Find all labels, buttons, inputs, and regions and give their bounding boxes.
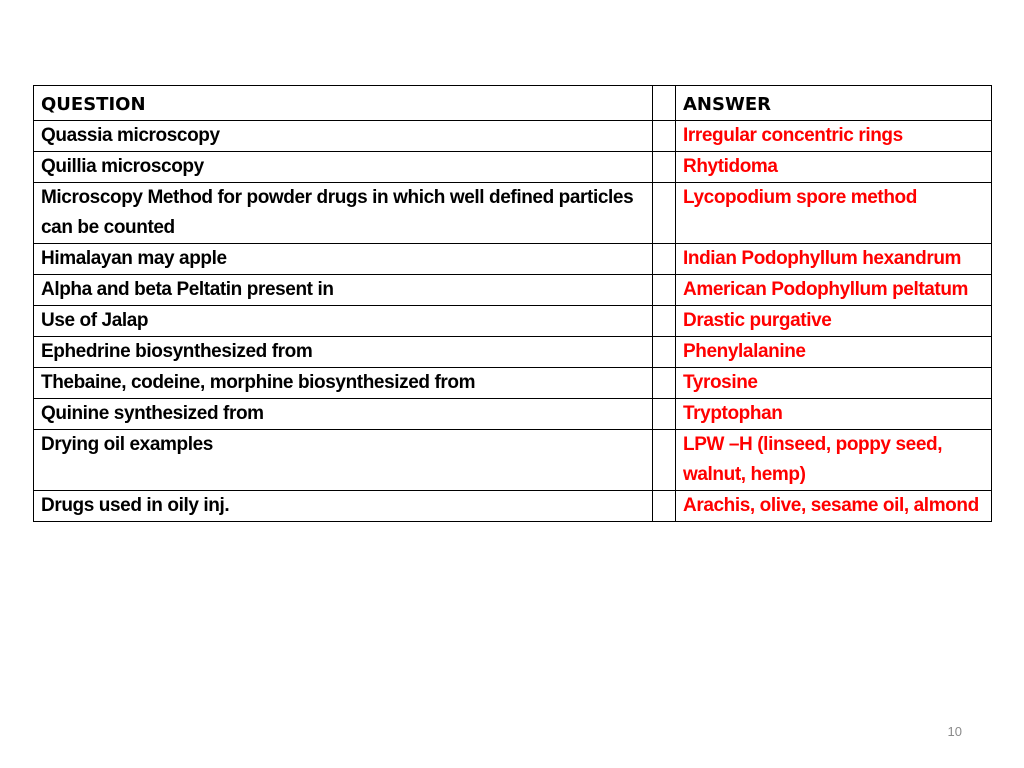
question-cell: Ephedrine biosynthesized from xyxy=(34,337,653,368)
question-cell: Quillia microscopy xyxy=(34,152,653,183)
table-row xyxy=(34,275,992,306)
spacer-cell xyxy=(653,183,676,244)
table-row xyxy=(34,337,992,368)
table-header-row xyxy=(34,86,992,121)
page-number: 10 xyxy=(947,724,962,739)
question-cell: Thebaine, codeine, morphine biosynthesized from xyxy=(34,368,653,399)
answer-cell: Tryptophan xyxy=(676,399,992,430)
spacer-cell xyxy=(653,337,676,368)
table-row xyxy=(34,244,992,275)
answer-cell: Lycopodium spore method xyxy=(676,183,992,244)
question-cell: Drying oil examples xyxy=(34,430,653,491)
question-cell: Microscopy Method for powder drugs in which well defined particles can be counted xyxy=(34,183,653,244)
table-row xyxy=(34,368,992,399)
spacer-cell xyxy=(653,368,676,399)
table-row xyxy=(34,121,992,152)
spacer-cell xyxy=(653,244,676,275)
spacer-cell xyxy=(653,121,676,152)
table-row xyxy=(34,152,992,183)
spacer-cell xyxy=(653,430,676,491)
spacer-cell xyxy=(653,152,676,183)
answer-cell: LPW –H (linseed, poppy seed, walnut, hemp) xyxy=(676,430,992,491)
answer-cell: Arachis, olive, sesame oil, almond xyxy=(676,491,992,522)
spacer-cell xyxy=(653,86,676,121)
answer-cell: American Podophyllum peltatum xyxy=(676,275,992,306)
answer-column-header: ANSWER xyxy=(676,86,992,121)
answer-cell: Rhytidoma xyxy=(676,152,992,183)
spacer-cell xyxy=(653,306,676,337)
question-column-header: QUESTION xyxy=(34,86,653,121)
table-row xyxy=(34,306,992,337)
question-cell: Quinine synthesized from xyxy=(34,399,653,430)
spacer-cell xyxy=(653,491,676,522)
table-row xyxy=(34,430,992,491)
question-cell: Himalayan may apple xyxy=(34,244,653,275)
table-row xyxy=(34,183,992,244)
answer-cell: Tyrosine xyxy=(676,368,992,399)
question-cell: Quassia microscopy xyxy=(34,121,653,152)
qa-table xyxy=(33,85,992,522)
answer-cell: Irregular concentric rings xyxy=(676,121,992,152)
table-row xyxy=(34,399,992,430)
question-cell: Alpha and beta Peltatin present in xyxy=(34,275,653,306)
answer-cell: Indian Podophyllum hexandrum xyxy=(676,244,992,275)
table-row xyxy=(34,491,992,522)
spacer-cell xyxy=(653,275,676,306)
question-cell: Drugs used in oily inj. xyxy=(34,491,653,522)
answer-cell: Phenylalanine xyxy=(676,337,992,368)
spacer-cell xyxy=(653,399,676,430)
question-cell: Use of Jalap xyxy=(34,306,653,337)
answer-cell: Drastic purgative xyxy=(676,306,992,337)
